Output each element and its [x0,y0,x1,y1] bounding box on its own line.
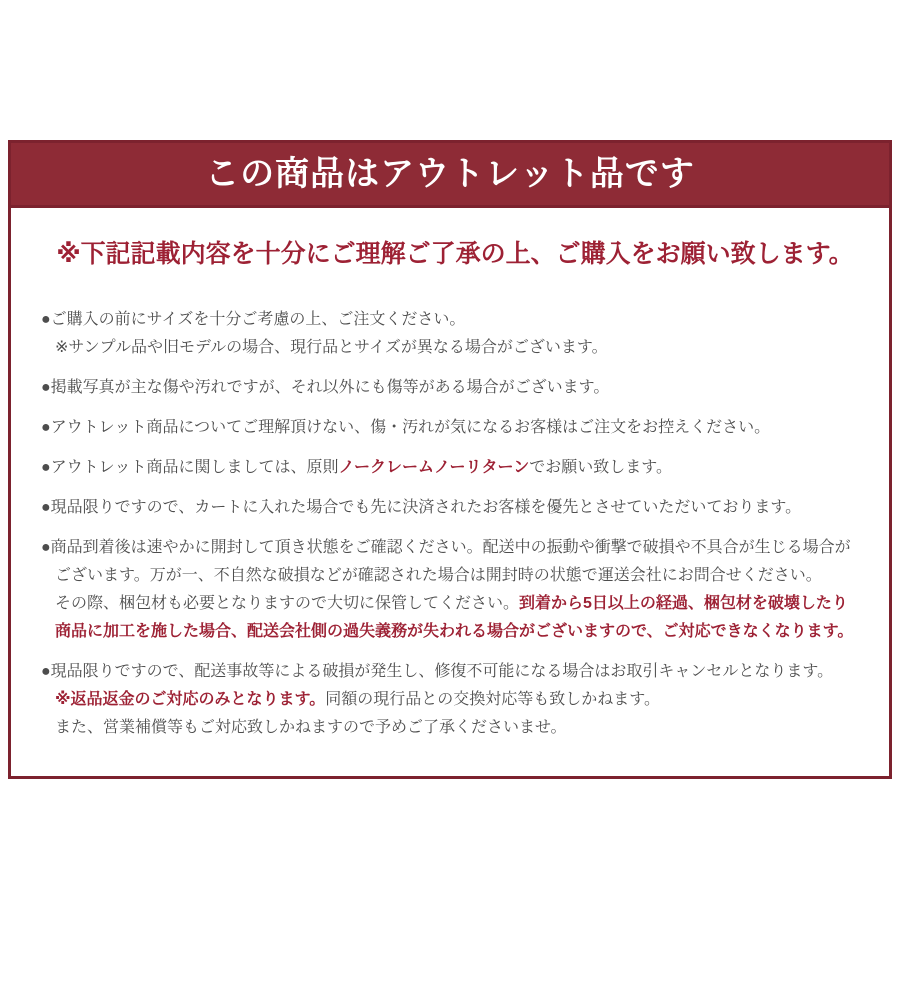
notice-line [41,590,869,618]
notice-item [41,454,869,482]
notice-heading: ※下記記載内容を十分にご理解ご了承の上、ご購入をお願い致します。 [56,240,854,268]
outlet-banner-title: この商品はアウトレット品です [205,155,695,193]
notice-text: ※サンプル品や旧モデルの場合、現行品とサイズが異なる場合がございます。 [55,339,608,356]
notice-text: 同額の現行品との交換対応等も致しかねます。 [325,691,661,708]
notice-item [41,494,869,522]
notice-text-emphasis: 到着から5日以上の経過、梱包材を破壊したり [519,595,848,612]
notice-line [41,562,869,590]
notice-line [41,374,869,402]
notice-text: ございます。万が一、不自然な破損などが確認された場合は開封時の状態で運送会社にお問合せください。 [55,567,822,584]
notice-text: ●アウトレット商品についてご理解頂けない、傷・汚れが気になるお客様はご注文をお控えください。 [41,419,771,436]
notice-line [41,658,869,686]
notice-text-emphasis: ※返品返金のご対応のみとなります。 [55,691,326,708]
notice-item [41,658,869,742]
notice-line [41,714,869,742]
notice-line [41,414,869,442]
notice-line [41,618,869,646]
notice-item [41,414,869,442]
notice-line [41,686,869,714]
notice-item [41,374,869,402]
notice-text: ●掲載写真が主な傷や汚れですが、それ以外にも傷等がある場合がございます。 [41,379,610,396]
notice-text-emphasis: ノークレームノーリターン [338,459,530,476]
notice-item [41,534,869,646]
notice-list [41,306,869,742]
notice-text-emphasis: 商品に加工を施した場合、配送会社側の過失義務が失われる場合がございますので、ご対応できなくなります。 [55,623,854,640]
notice-text: ●ご購入の前にサイズを十分ご考慮の上、ご注文ください。 [41,311,466,328]
notice-line [41,534,869,562]
notice-text: ●現品限りですので、カートに入れた場合でも先に決済されたお客様を優先とさせていただいております。 [41,499,802,516]
notice-line [41,334,869,362]
notice-text: ●現品限りですので、配送事故等による破損が発生し、修復不可能になる場合はお取引キャンセルとなります。 [41,663,834,680]
notice-frame [8,140,892,779]
notice-text: その際、梱包材も必要となりますので大切に保管してください。 [55,595,520,612]
notice-line [41,454,869,482]
notice-text: ●アウトレット商品に関しましては、原則 [41,459,339,476]
notice-content [11,208,889,776]
notice-text: でお願い致します。 [529,459,672,476]
outlet-banner [11,143,889,208]
notice-line [41,306,869,334]
notice-text: ●商品到着後は速やかに開封して頂き状態をご確認ください。配送中の振動や衝撃で破損や不具合が生じる場合が [41,539,851,556]
notice-item [41,306,869,362]
notice-text: また、営業補償等もご対応致しかねますので予めご了承くださいませ。 [55,719,567,736]
notice-line [41,494,869,522]
